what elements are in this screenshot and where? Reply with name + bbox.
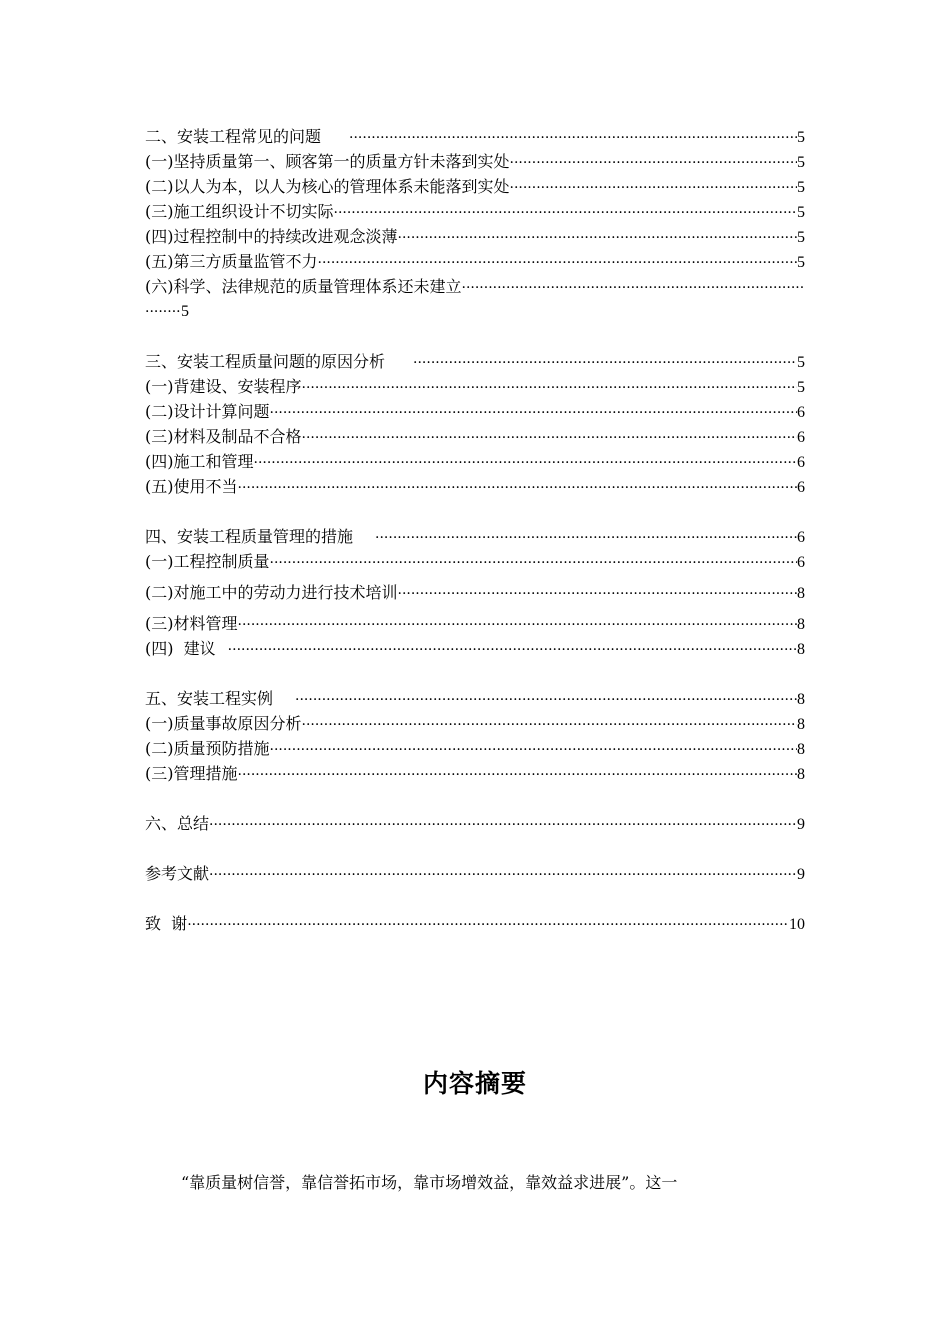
toc-entry-page: 6 <box>797 479 805 496</box>
toc-entry[interactable] <box>145 686 805 711</box>
toc-entry[interactable] <box>145 811 805 836</box>
toc-entry-page: 9 <box>797 866 805 883</box>
toc-entry-title: 五、安装工程实例 <box>145 689 274 708</box>
toc-leader <box>270 738 798 761</box>
toc-leader <box>270 401 798 424</box>
toc-entry[interactable] <box>145 199 805 224</box>
toc-entry-continuation[interactable] <box>145 299 805 324</box>
toc-entry-title: 参考文献 <box>145 864 210 883</box>
toc-entry[interactable] <box>145 761 805 786</box>
toc-leader <box>398 582 798 605</box>
toc-entry-title: (三)管理措施 <box>145 764 238 783</box>
toc-entry[interactable] <box>145 580 805 605</box>
toc-leader <box>209 813 797 836</box>
toc-entry-title: (一)质量事故原因分析 <box>145 714 302 733</box>
toc-leader <box>254 451 798 474</box>
toc-entry[interactable] <box>145 711 805 736</box>
table-of-contents <box>145 124 805 936</box>
toc-leader <box>238 613 798 636</box>
toc-entry-page: 6 <box>797 454 805 471</box>
toc-leader <box>295 688 797 711</box>
toc-entry-title: (四) 建议 <box>145 639 216 658</box>
toc-entry[interactable] <box>145 224 805 249</box>
toc-leader <box>209 863 797 886</box>
toc-leader <box>510 176 798 199</box>
toc-entry-page: 6 <box>797 429 805 446</box>
toc-entry[interactable] <box>145 249 805 274</box>
toc-entry[interactable] <box>145 911 805 936</box>
toc-entry-title: (四)施工和管理 <box>145 452 254 471</box>
toc-leader <box>334 201 798 224</box>
toc-leader <box>398 226 798 249</box>
toc-entry-page: 6 <box>797 404 805 421</box>
toc-leader <box>462 276 806 299</box>
toc-entry[interactable] <box>145 399 805 424</box>
toc-entry-page: 8 <box>797 641 805 658</box>
toc-entry-title: (三)施工组织设计不切实际 <box>145 202 334 221</box>
toc-entry[interactable] <box>145 474 805 499</box>
toc-leader <box>510 151 798 174</box>
toc-entry-page: 5 <box>181 303 189 320</box>
abstract-heading: 内容摘要 <box>422 1069 527 1098</box>
toc-leader <box>145 300 181 324</box>
toc-entry-title: (六)科学、法律规范的质量管理体系还未建立 <box>145 277 462 296</box>
toc-leader <box>349 126 797 149</box>
toc-leader <box>187 913 789 936</box>
toc-entry[interactable] <box>145 124 805 149</box>
toc-entry-page: 8 <box>797 741 805 758</box>
toc-entry[interactable] <box>145 611 805 636</box>
toc-entry-page: 8 <box>797 716 805 733</box>
toc-entry-title: (一)背建设、安装程序 <box>145 377 302 396</box>
toc-entry-page: 5 <box>797 254 805 271</box>
toc-entry[interactable] <box>145 449 805 474</box>
toc-entry[interactable] <box>145 861 805 886</box>
toc-entry-page: 8 <box>797 691 805 708</box>
toc-entry-page: 5 <box>797 204 805 221</box>
toc-entry-page: 6 <box>797 529 805 546</box>
toc-entry[interactable] <box>145 349 805 374</box>
toc-leader <box>375 526 797 549</box>
toc-entry-page: 9 <box>797 816 805 833</box>
toc-entry[interactable] <box>145 274 805 299</box>
toc-entry-title: (二)设计计算问题 <box>145 402 270 421</box>
toc-entry-page: 8 <box>797 766 805 783</box>
toc-entry[interactable] <box>145 149 805 174</box>
toc-entry-page: 5 <box>797 154 805 171</box>
toc-entry-title: (一)工程控制质量 <box>145 552 270 571</box>
toc-entry-title: 四、安装工程质量管理的措施 <box>145 527 354 546</box>
toc-leader <box>413 351 797 374</box>
toc-entry[interactable] <box>145 636 805 661</box>
toc-entry-title: 致 谢 <box>145 914 188 933</box>
toc-leader <box>318 251 798 274</box>
toc-entry-title: (二)质量预防措施 <box>145 739 270 758</box>
toc-entry-title: 六、总结 <box>145 814 210 833</box>
toc-leader <box>302 376 798 399</box>
toc-entry-page: 5 <box>797 354 805 371</box>
toc-leader <box>302 713 798 736</box>
toc-entry-title: (五)第三方质量监管不力 <box>145 252 318 271</box>
toc-leader <box>238 476 798 499</box>
toc-entry-title: (五)使用不当 <box>145 477 238 496</box>
toc-entry-page: 8 <box>797 585 805 602</box>
toc-entry-page: 5 <box>797 179 805 196</box>
toc-entry-title: 三、安装工程质量问题的原因分析 <box>145 352 386 371</box>
toc-entry-page: 5 <box>797 229 805 246</box>
toc-entry-page: 6 <box>797 554 805 571</box>
toc-entry-title: (四)过程控制中的持续改进观念淡薄 <box>145 227 398 246</box>
toc-entry-page: 5 <box>797 129 805 146</box>
toc-entry-page: 8 <box>797 616 805 633</box>
toc-entry-title: (二)对施工中的劳动力进行技术培训 <box>145 583 398 602</box>
abstract-paragraph: “靠质量树信誉，靠信誉拓市场，靠市场增效益，靠效益求进展”。这一 <box>181 1173 678 1192</box>
toc-entry-title: (二)以人为本，以人为核心的管理体系未能落到实处 <box>145 177 510 196</box>
toc-leader <box>228 638 797 661</box>
toc-entry-title: (三)材料管理 <box>145 614 238 633</box>
toc-entry-page: 10 <box>789 916 805 933</box>
toc-entry-page: 5 <box>797 379 805 396</box>
toc-entry[interactable] <box>145 374 805 399</box>
toc-entry-title: (三)材料及制品不合格 <box>145 427 302 446</box>
toc-leader <box>270 551 798 574</box>
toc-entry[interactable] <box>145 524 805 549</box>
toc-entry[interactable] <box>145 549 805 574</box>
toc-leader <box>302 426 798 449</box>
toc-leader <box>238 763 798 786</box>
toc-entry-title: (一)坚持质量第一、顾客第一的质量方针未落到实处 <box>145 152 510 171</box>
toc-entry-title: 二、安装工程常见的问题 <box>145 127 322 146</box>
toc-entry[interactable] <box>145 424 805 449</box>
toc-entry[interactable] <box>145 736 805 761</box>
toc-entry[interactable] <box>145 174 805 199</box>
